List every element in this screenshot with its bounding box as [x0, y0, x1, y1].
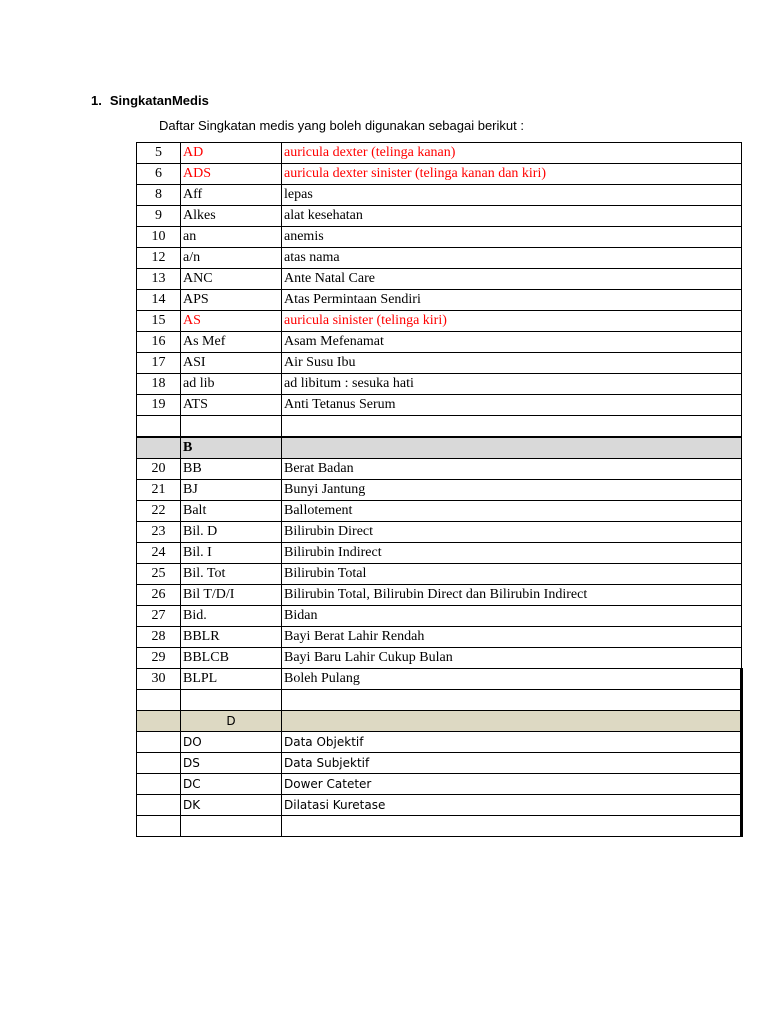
table-row [137, 606, 742, 627]
meaning-cell: Bilirubin Total, Bilirubin Direct dan Bilirubin Indirect [282, 585, 742, 606]
row-number-cell [137, 437, 181, 459]
meaning-cell: atas nama [282, 248, 742, 269]
row-number-cell: 28 [137, 627, 181, 648]
table-row [137, 143, 742, 164]
row-number-cell [137, 732, 181, 753]
table-row [137, 753, 742, 774]
row-number-cell: 9 [137, 206, 181, 227]
meaning-cell: Boleh Pulang [282, 669, 742, 690]
table-row [137, 669, 742, 690]
meaning-cell: Air Susu Ibu [282, 353, 742, 374]
meaning-cell: Bayi Berat Lahir Rendah [282, 627, 742, 648]
meaning-cell: Bilirubin Indirect [282, 543, 742, 564]
table-row [137, 501, 742, 522]
meaning-cell [282, 816, 742, 837]
row-number-cell: 30 [137, 669, 181, 690]
section-heading [91, 93, 209, 108]
meaning-cell: ad libitum : sesuka hati [282, 374, 742, 395]
abbreviation-cell: Aff [181, 185, 282, 206]
abbreviation-cell: Bil. D [181, 522, 282, 543]
meaning-cell: Data Subjektif [282, 753, 742, 774]
row-number-cell: 12 [137, 248, 181, 269]
table-row [137, 648, 742, 669]
table-row [137, 164, 742, 185]
meaning-cell: auricula dexter sinister (telinga kanan dan kiri) [282, 164, 742, 185]
abbreviation-cell: AD [181, 143, 282, 164]
meaning-cell: Ballotement [282, 501, 742, 522]
abbreviation-cell: AS [181, 311, 282, 332]
intro-text: Daftar Singkatan medis yang boleh digunakan sebagai berikut : [159, 118, 524, 133]
table-row [137, 711, 742, 732]
abbreviation-cell: a/n [181, 248, 282, 269]
row-number-cell: 16 [137, 332, 181, 353]
table-row [137, 290, 742, 311]
meaning-cell: Asam Mefenamat [282, 332, 742, 353]
table-row [137, 543, 742, 564]
row-number-cell: 13 [137, 269, 181, 290]
abbreviation-cell: ATS [181, 395, 282, 416]
meaning-cell: alat kesehatan [282, 206, 742, 227]
row-number-cell [137, 774, 181, 795]
meaning-cell: Dower Cateter [282, 774, 742, 795]
row-number-cell [137, 753, 181, 774]
row-number-cell [137, 416, 181, 438]
table-row [137, 522, 742, 543]
abbreviation-cell: ad lib [181, 374, 282, 395]
abbreviation-cell: Bil. Tot [181, 564, 282, 585]
meaning-cell: Berat Badan [282, 459, 742, 480]
meaning-cell: Bunyi Jantung [282, 480, 742, 501]
table-row [137, 374, 742, 395]
abbreviation-cell: Balt [181, 501, 282, 522]
meaning-cell: Bilirubin Total [282, 564, 742, 585]
row-number-cell: 27 [137, 606, 181, 627]
meaning-cell: lepas [282, 185, 742, 206]
table-row [137, 332, 742, 353]
section-title: SingkatanMedis [109, 93, 209, 108]
row-number-cell: 10 [137, 227, 181, 248]
abbreviation-cell: Bil T/D/I [181, 585, 282, 606]
meaning-cell [282, 437, 742, 459]
row-number-cell: 25 [137, 564, 181, 585]
table-row [137, 269, 742, 290]
abbreviation-cell: ANC [181, 269, 282, 290]
abbreviation-cell: D [181, 711, 282, 732]
meaning-cell: anemis [282, 227, 742, 248]
row-number-cell [137, 711, 181, 732]
table-row [137, 437, 742, 459]
abbreviation-cell: APS [181, 290, 282, 311]
meaning-cell: Ante Natal Care [282, 269, 742, 290]
abbreviation-cell: B [181, 437, 282, 459]
row-number-cell: 29 [137, 648, 181, 669]
table-row [137, 585, 742, 606]
table-row [137, 690, 742, 711]
meaning-cell [282, 416, 742, 438]
row-number-cell: 17 [137, 353, 181, 374]
row-number-cell: 8 [137, 185, 181, 206]
table-row [137, 732, 742, 753]
row-number-cell: 14 [137, 290, 181, 311]
abbreviation-cell [181, 816, 282, 837]
abbreviation-cell: ASI [181, 353, 282, 374]
abbreviation-cell: DC [181, 774, 282, 795]
row-number-cell [137, 816, 181, 837]
meaning-cell: Bidan [282, 606, 742, 627]
abbreviation-cell: As Mef [181, 332, 282, 353]
abbreviation-cell: DS [181, 753, 282, 774]
table-row [137, 480, 742, 501]
row-number-cell: 15 [137, 311, 181, 332]
row-number-cell: 19 [137, 395, 181, 416]
table-row [137, 185, 742, 206]
table-row [137, 627, 742, 648]
table-row [137, 564, 742, 585]
meaning-cell: auricula dexter (telinga kanan) [282, 143, 742, 164]
abbreviation-cell: BLPL [181, 669, 282, 690]
abbreviation-cell: Alkes [181, 206, 282, 227]
row-number-cell: 22 [137, 501, 181, 522]
table-row [137, 459, 742, 480]
table-row [137, 206, 742, 227]
row-number-cell [137, 795, 181, 816]
table-row [137, 227, 742, 248]
abbreviation-cell: BBLR [181, 627, 282, 648]
abbreviation-cell: BBLCB [181, 648, 282, 669]
abbreviation-cell: an [181, 227, 282, 248]
row-number-cell: 26 [137, 585, 181, 606]
meaning-cell: Atas Permintaan Sendiri [282, 290, 742, 311]
row-number-cell: 18 [137, 374, 181, 395]
table-row [137, 416, 742, 438]
table-row [137, 248, 742, 269]
abbreviation-cell: BB [181, 459, 282, 480]
table-row [137, 816, 742, 837]
meaning-cell [282, 690, 742, 711]
abbreviation-cell [181, 690, 282, 711]
row-number-cell: 20 [137, 459, 181, 480]
row-number-cell: 23 [137, 522, 181, 543]
row-number-cell: 24 [137, 543, 181, 564]
table-row [137, 774, 742, 795]
meaning-cell: Data Objektif [282, 732, 742, 753]
table-row [137, 311, 742, 332]
row-number-cell: 21 [137, 480, 181, 501]
abbreviation-cell [181, 416, 282, 438]
abbreviation-cell: Bid. [181, 606, 282, 627]
row-number-cell [137, 690, 181, 711]
table-row [137, 795, 742, 816]
meaning-cell [282, 711, 742, 732]
abbreviation-cell: Bil. I [181, 543, 282, 564]
table-row [137, 395, 742, 416]
section-number: 1. [91, 93, 102, 108]
abbreviation-cell: DO [181, 732, 282, 753]
meaning-cell: Bilirubin Direct [282, 522, 742, 543]
abbreviation-cell: DK [181, 795, 282, 816]
meaning-cell: Anti Tetanus Serum [282, 395, 742, 416]
abbreviation-cell: BJ [181, 480, 282, 501]
meaning-cell: Dilatasi Kuretase [282, 795, 742, 816]
abbreviation-table [136, 142, 743, 837]
meaning-cell: auricula sinister (telinga kiri) [282, 311, 742, 332]
table-row [137, 353, 742, 374]
abbreviation-cell: ADS [181, 164, 282, 185]
meaning-cell: Bayi Baru Lahir Cukup Bulan [282, 648, 742, 669]
row-number-cell: 5 [137, 143, 181, 164]
row-number-cell: 6 [137, 164, 181, 185]
